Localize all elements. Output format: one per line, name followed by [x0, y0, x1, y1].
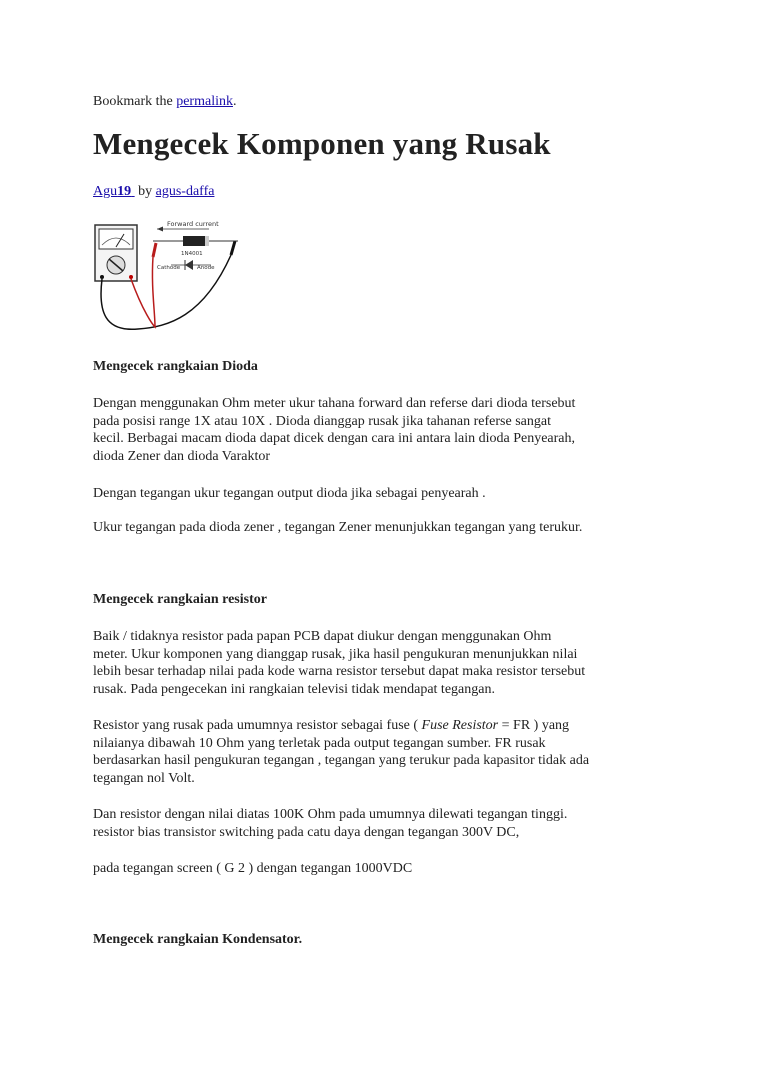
text-line: resistor bias transistor switching pada catu daya dengan tegangan 300V DC,	[93, 824, 520, 840]
text-line: pada posisi range 1X atau 10X . Dioda dianggap rusak jika tahanan referse sangat	[93, 413, 551, 429]
text-line	[93, 717, 678, 735]
post-date-link[interactable]	[93, 184, 135, 199]
post-date-month: Agu	[93, 184, 118, 199]
text-line: pada tegangan screen ( G 2 ) dengan tegangan 1000VDC	[93, 861, 413, 876]
by-label: by	[138, 184, 153, 199]
paragraph-resistor-2	[93, 717, 678, 787]
text-line: Dengan menggunakan Ohm meter ukur tahana forward dan referse dari dioda tersebut	[93, 396, 576, 411]
part-number-label: 1N4001	[181, 251, 203, 257]
text-line: tegangan nol Volt.	[93, 770, 195, 786]
text-line: rusak. Pada pengecekan ini rangkaian televisi tidak mendapat tegangan.	[93, 681, 495, 697]
text-line: Dengan tegangan ukur tegangan output dioda jika sebagai penyearah .	[93, 486, 486, 501]
text-line: Dan resistor dengan nilai diatas 100K Ohm pada umumnya dilewati tegangan tinggi.	[93, 807, 568, 822]
text-line: dioda Zener dan dioda Varaktor	[93, 448, 271, 464]
bookmark-suffix: .	[232, 94, 237, 109]
text-fragment: Resistor yang rusak pada umumnya resistor sebagai fuse (	[93, 718, 419, 733]
bookmark-prefix: Bookmark the	[93, 94, 173, 109]
post-meta	[93, 184, 214, 200]
forward-current-label: Forward current	[167, 220, 219, 228]
text-line: berdasarkan hasil pengukuran tegangan , tegangan yang terukur pada kapasitor tidak ada	[93, 753, 590, 768]
post-title: Mengecek Komponen yang Rusak	[93, 126, 551, 161]
arrow-left-icon	[157, 227, 163, 232]
paragraph-resistor-4	[93, 860, 678, 878]
heading-kondensator: Mengecek rangkaian Kondensator.	[93, 932, 303, 947]
cathode-label: Cathode	[157, 265, 181, 271]
post-date-day: 19	[117, 184, 132, 199]
paragraph-resistor-3	[93, 806, 678, 841]
paragraph-dioda-2	[93, 485, 678, 503]
permalink-link[interactable]: permalink	[176, 94, 233, 109]
text-line: meter. Ukur komponen yang dianggap rusak, jika hasil pengukuran menunjukkan nilai	[93, 646, 578, 662]
bookmark-line	[93, 94, 236, 110]
text-line: kecil. Berbagai macam dioda dapat dicek dengan cara ini antara lain dioda Penyearah,	[93, 431, 576, 446]
text-fragment: = FR ) yang	[501, 718, 570, 733]
text-line: lebih besar terhadap nilai pada kode warna resistor tersebut dapat maka resistor tersebut	[93, 664, 586, 679]
paragraph-resistor-1	[93, 628, 678, 698]
text-line: nilaianya dibawah 10 Ohm yang terletak pada output tegangan sumber. FR rusak	[93, 735, 546, 751]
text-line: Ukur tegangan pada dioda zener , tegangan Zener menunjukkan tegangan yang terukur.	[93, 520, 583, 535]
anode-label: Anode	[197, 265, 215, 271]
diode-test-illustration	[93, 217, 243, 342]
diode-symbol-icon	[185, 260, 193, 270]
paragraph-dioda-1	[93, 395, 678, 465]
text-line: Baik / tidaknya resistor pada papan PCB dapat diukur dengan menggunakan Ohm	[93, 629, 552, 644]
heading-resistor: Mengecek rangkaian resistor	[93, 592, 267, 607]
heading-dioda: Mengecek rangkaian Dioda	[93, 359, 258, 374]
multimeter-display	[99, 229, 133, 249]
author-link[interactable]: agus-daffa	[155, 184, 215, 199]
paragraph-dioda-3	[93, 519, 678, 537]
fuse-resistor-term: Fuse Resistor	[421, 718, 499, 733]
